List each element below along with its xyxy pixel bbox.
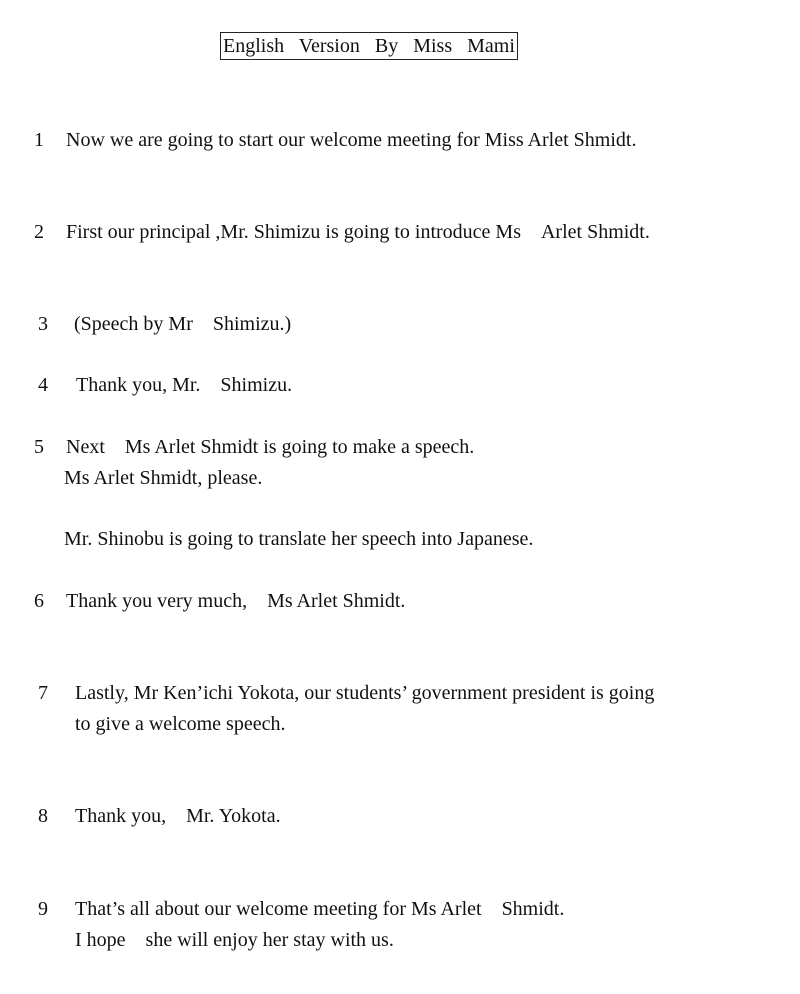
item-number: 1: [34, 129, 44, 151]
item-text: Thank you, Mr. Shimizu.: [76, 374, 293, 396]
item-text: Next Ms Arlet Shmidt is going to make a speech.: [66, 436, 475, 458]
item-number: 6: [34, 590, 44, 612]
item-number: 2: [34, 221, 44, 243]
item-text: Thank you, Mr. Yokota.: [75, 805, 281, 827]
item-text: to give a welcome speech.: [75, 713, 286, 735]
item-text: Now we are going to start our welcome meeting for Miss Arlet Shmidt.: [66, 129, 637, 151]
item-text: Ms Arlet Shmidt, please.: [64, 467, 263, 489]
item-number: 5: [34, 436, 44, 458]
item-number: 3: [38, 313, 48, 335]
item-number: 8: [38, 805, 48, 827]
item-text: Thank you very much, Ms Arlet Shmidt.: [66, 590, 406, 612]
item-text: I hope she will enjoy her stay with us.: [75, 929, 394, 951]
item-text: (Speech by Mr Shimizu.): [74, 313, 292, 335]
item-text: Lastly, Mr Ken’ichi Yokota, our students’ government president is going: [75, 682, 655, 704]
item-number: 9: [38, 898, 48, 920]
item-text: That’s all about our welcome meeting for Ms Arlet Shmidt.: [75, 898, 565, 920]
item-number: 7: [38, 682, 48, 704]
item-number: 4: [38, 374, 48, 396]
page-title: English Version By Miss Mami: [220, 32, 518, 60]
item-text: First our principal ,Mr. Shimizu is going to introduce Ms Arlet Shmidt.: [66, 221, 650, 243]
item-text: Mr. Shinobu is going to translate her speech into Japanese.: [64, 528, 534, 550]
